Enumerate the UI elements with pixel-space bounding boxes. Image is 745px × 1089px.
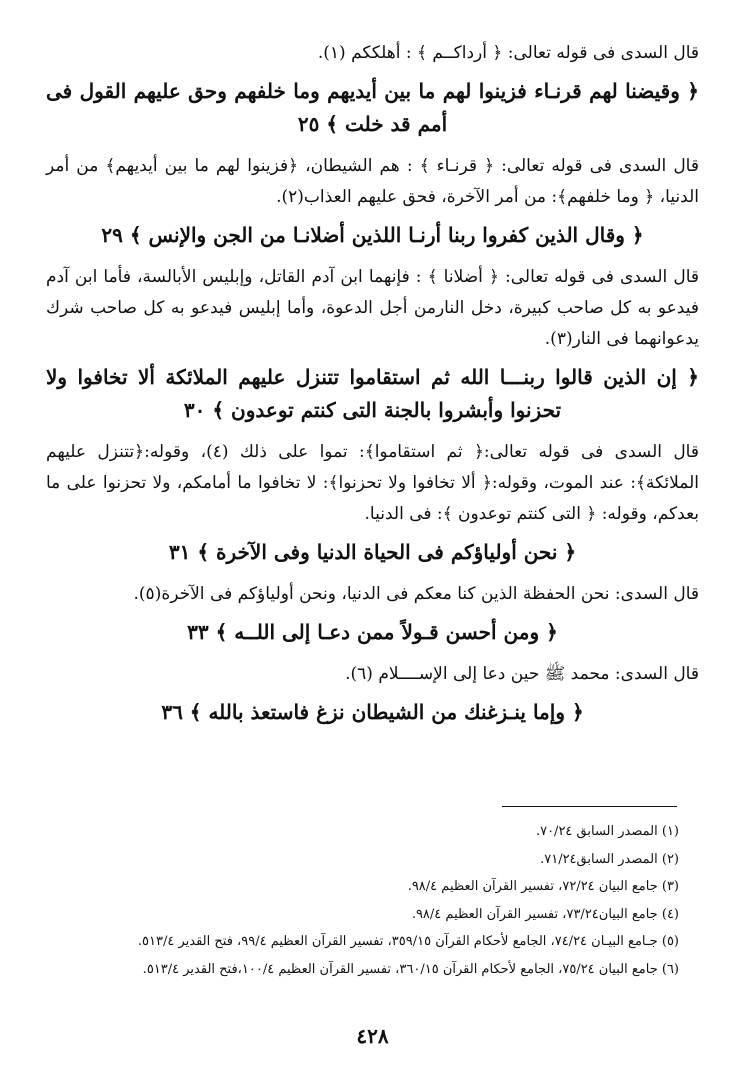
commentary-paragraph: قال السدى فى قوله تعالى: ﴿ قرنـاء ﴾ : هم الشيطان، ﴿فزينوا لهم ما بين أيديهم﴾ من أمر الدنيا، ﴿ وما خلفهم﴾: من أمر الآخرة، فحق عليهم العذاب(٢). [46, 156, 699, 207]
commentary-paragraph: قال السدى فى قوله تعالى:﴿ ثم استقاموا﴾: تموا على ذلك (٤)، وقوله:﴿تتنزل عليهم الملائكة﴾: عند الموت، وقوله:﴿ ألا تخافوا ولا تحزنوا﴾: لا تخافوا ما أمامكم، ولا تحزنوا على ما بعدكم، وقوله: ﴿ التى كنتم توعدون ﴾: فى الدنيا. [46, 442, 699, 524]
commentary-paragraph: قال السدى: نحن الحفظة الذين كنا معكم فى الدنيا، ونحن أولياؤكم فى الآخرة(٥). [133, 584, 699, 604]
quran-verse: ﴿ وإما ينـزغنك من الشيطان نزغ فاستعذ بالله ﴾ ٣٦ [161, 700, 584, 724]
footnote: (٢) المصدر السابق٧١/٢٤. [540, 851, 679, 867]
quran-verse: ﴿ ومن أحسن قـولاً ممن دعـا إلى اللــه ﴾ ٣٣ [187, 620, 558, 644]
footnote: (٦) جامع البيان ٧٥/٢٤، الجامع لأحكام القرآن ٣٦٠/١٥، تفسير القرآن العظيم ١٠٠/٤،فتح القدير ٥١٣/٤. [142, 961, 679, 977]
commentary-paragraph: قال السدى: محمد ﷺ حين دعا إلى الإســــلام (٦). [345, 664, 699, 684]
footnotes [96, 818, 679, 983]
footnote: (٣) جامع البيان ٧٢/٢٤، تفسير القرآن العظيم ٩٨/٤. [407, 879, 679, 894]
footnote: (٤) جامع البيان٧٣/٢٤، تفسير القرآن العظيم ٩٨/٤. [411, 906, 679, 922]
quran-verse: ﴿ نحن أولياؤكم فى الحياة الدنيا وفى الآخرة ﴾ ٣١ [168, 540, 577, 564]
quran-verse: ﴿ وقيضنا لهم قرنـاء فزينوا لهم ما بين أيديهم وما خلفهم وحق عليهم القول فى أمم قد خلت ﴾ ٢٥ [46, 79, 699, 136]
footnote: (٥) جـامع البيـان ٧٤/٢٤، الجامع لأحكام القرآن ٣٥٩/١٥، تفسير القرآن العظيم ٩٩/٤، فتح القدير ٥١٣/٤. [137, 934, 679, 949]
page-number: ٤٢٨ [356, 1024, 389, 1048]
commentary-paragraph: قال السدى فى قوله تعالى: ﴿ أضلانا ﴾ : فإنهما ابن آدم القاتل، وإبليس الأبالسة، فأما ابن آدم فيدعو به كل صاحب كبيرة، دخل النارمن أجل الدعوة، وأما إبليس فيدعو به كل صاحب شرك يدعوانهما فى النار(٣). [46, 267, 699, 349]
quran-verse: ﴿ وقال الذين كفروا ربنا أرنـا اللذين أضلانـا من الجن والإنس ﴾ ٢٩ [101, 223, 644, 247]
commentary-paragraph: قال السدى فى قوله تعالى: ﴿ أرداكــم ﴾ : أهلككم (١). [317, 43, 699, 63]
footnote: (١) المصدر السابق ٧٠/٢٤. [535, 824, 679, 839]
quran-verse: ﴿ إن الذين قالوا ربنـــا الله ثم استقاموا تتنزل عليهم الملائكة ألا تخافوا ولا تحزنوا وأبشروا بالجنة التى كنتم توعدون ﴾ ٣٠ [46, 365, 699, 422]
footnote-divider [502, 806, 677, 807]
